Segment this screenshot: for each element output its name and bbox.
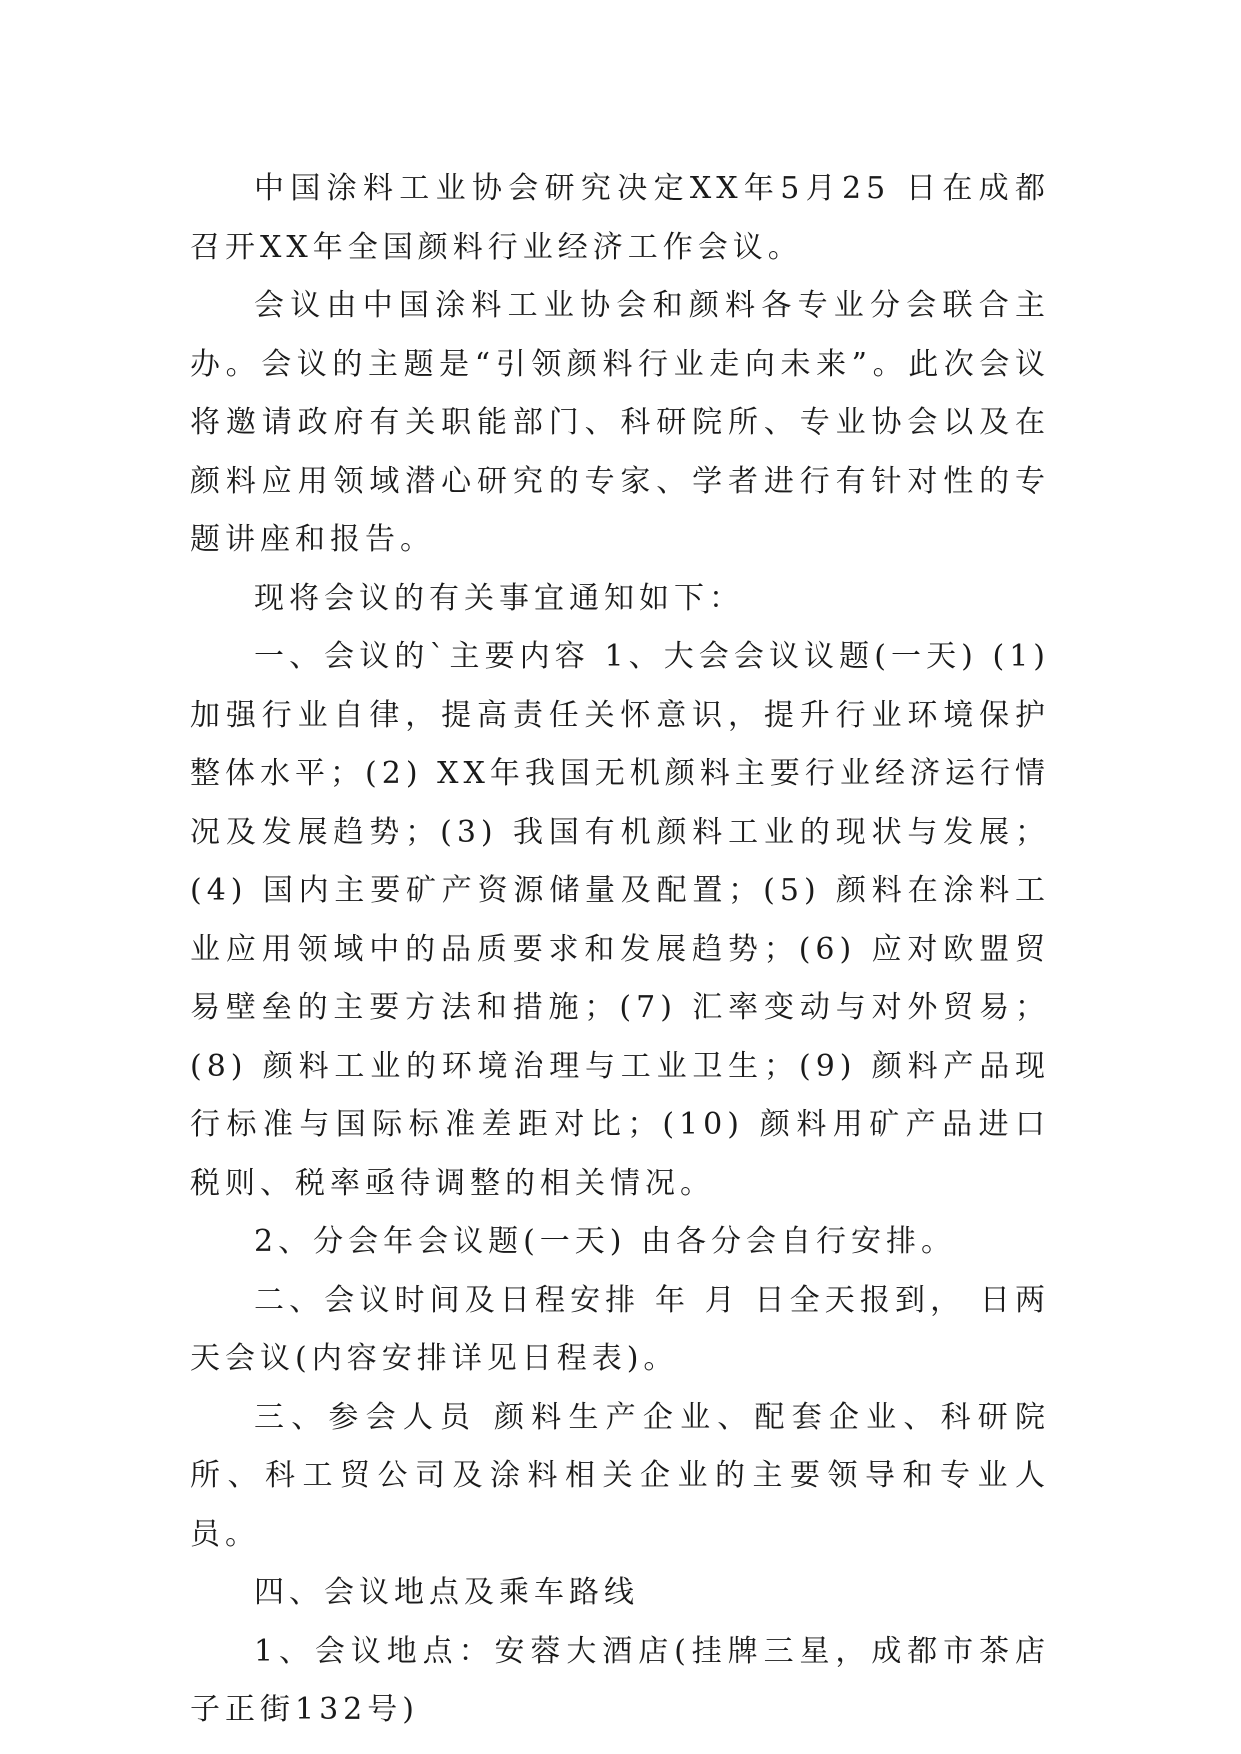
- paragraph-schedule: 二、会议时间及日程安排 年 月 日全天报到， 日两天会议(内容安排详见日程表)。: [190, 1282, 1050, 1376]
- paragraph-main-content: 一、会议的`主要内容 1、大会会议议题(一天) (1) 加强行业自律，提高责任关怀意识，提升行业环境保护整体水平；(2) XX年我国无机颜料主要行业经济运行情况及发展趋势；(3) 我国有机颜料工业的现状与发展；(4) 国内主要矿产资源储量及配置；(5) 颜料在涂料工业应用领域中的品质要求和发展趋势；(6) 应对欧盟贸易壁垒的主要方法和措施；(7) 汇率变动与对外贸易；(8) 颜料工业的环境治理与工业卫生；(9) 颜料产品现行标准与国际标准差距对比；(10) 颜料用矿产品进口税则、税率亟待调整的相关情况。: [190, 639, 1050, 1201]
- paragraph-intro: 中国涂料工业协会研究决定XX年5月25 日在成都召开XX年全国颜料行业经济工作会议。: [190, 171, 1050, 265]
- paragraph-venue-heading: 四、会议地点及乘车路线: [254, 1575, 639, 1610]
- document-body: [190, 160, 1050, 1740]
- paragraph-notice-lead: 现将会议的有关事宜通知如下：: [254, 580, 744, 616]
- paragraph-attendees: 三、参会人员 颜料生产企业、配套企业、科研院所、科工贸公司及涂料相关企业的主要领导和专业人员。: [190, 1399, 1050, 1552]
- paragraph-organizer: 会议由中国涂料工业协会和颜料各专业分会联合主办。会议的主题是“引领颜料行业走向未来”。此次会议将邀请政府有关职能部门、科研院所、专业协会以及在颜料应用领域潜心研究的专家、学者进行有针对性的专题讲座和报告。: [190, 288, 1050, 557]
- paragraph-branch-meeting: 2、分会年会议题(一天) 由各分会自行安排。: [254, 1224, 957, 1259]
- paragraph-venue-address: 1、会议地点：安蓉大酒店(挂牌三星，成都市茶店子正街132号): [190, 1633, 1050, 1727]
